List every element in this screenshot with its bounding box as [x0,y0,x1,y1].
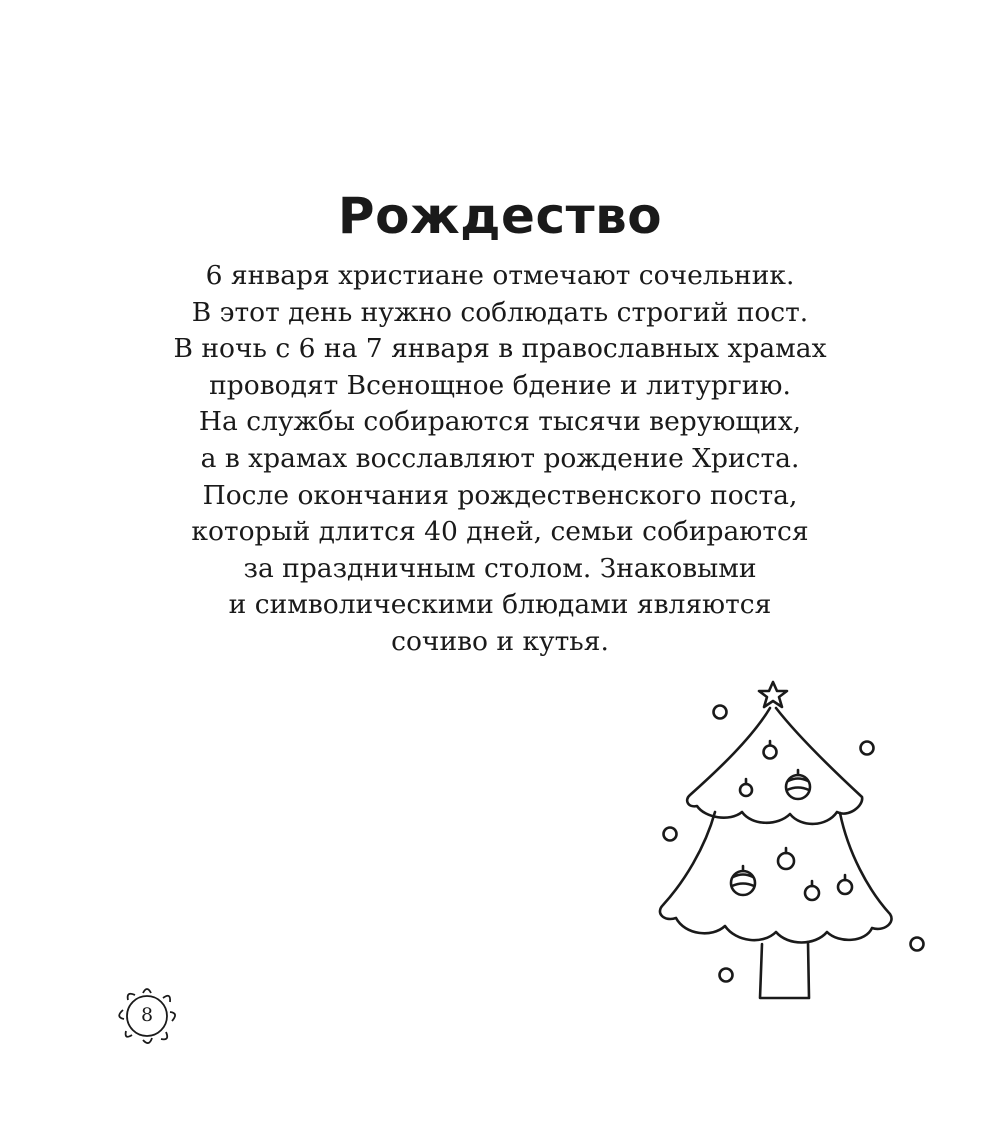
body-paragraph [0,258,1000,661]
star-icon [759,682,787,707]
paragraph-line: а в храмах восславляют рождение Христа. [200,442,800,474]
tree-trunk [760,942,809,998]
paragraph-line: и символическими блюдами являются [228,589,772,621]
paragraph-line: В ночь с 6 на 7 января в православных храмах [173,333,827,365]
page-number: 8 [140,1004,154,1026]
paragraph-line: После окончания рождественского поста, [202,479,798,511]
paragraph-line: сочиво и кутья. [391,625,609,657]
page-title: Рождество [337,187,663,245]
paragraph-line: за праздничным столом. Знаковыми [243,552,757,584]
tree-upper-tier [687,708,862,824]
ornaments [731,741,852,900]
paragraph-line: который длится 40 дней, семьи собираются [191,516,809,548]
paragraph-line: проводят Всенощное бдение и литургию. [209,369,791,401]
christmas-tree-icon [650,670,940,1010]
paragraph-line: В этот день нужно соблюдать строгий пост. [191,296,809,328]
tree-lower-tier [660,812,892,943]
paragraph-line: 6 января христиане отмечают сочельник. [205,260,795,291]
paragraph-line: На службы собираются тысячи верующих, [198,406,802,438]
